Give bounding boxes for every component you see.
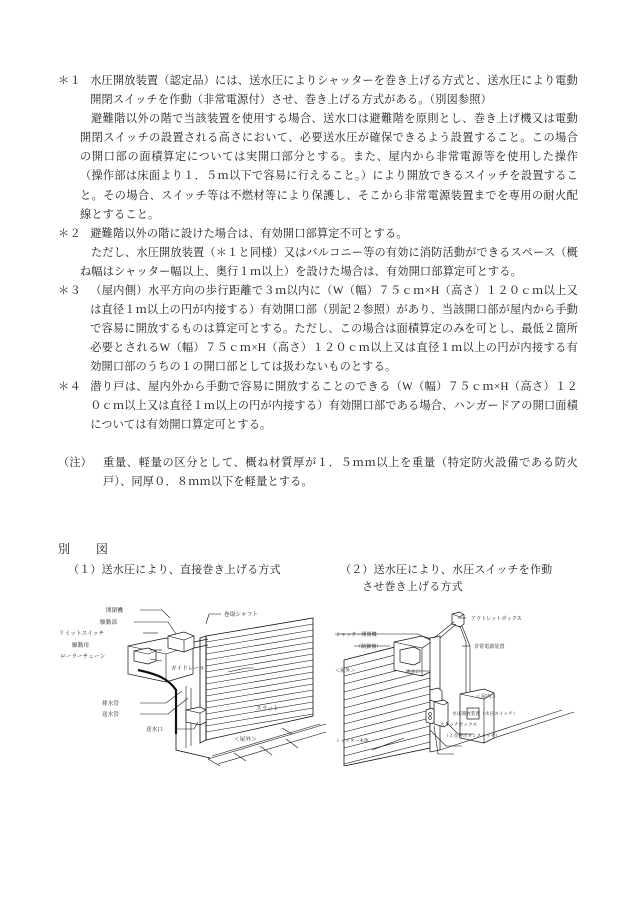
- paragraph-2-continued: [58, 244, 578, 282]
- paragraph-3-marker: ＊３: [58, 285, 82, 298]
- label-drain-pipe: 排水管: [102, 701, 120, 707]
- label-kaiheiki: 開閉機: [106, 608, 124, 614]
- paragraph-1-continued: [58, 110, 578, 225]
- figure-2-diagram: [334, 598, 584, 766]
- guide-rail-shape: [200, 636, 206, 743]
- label-outdoor-2: ＜屋外＞: [335, 668, 356, 674]
- figure-2-svg: [334, 598, 584, 766]
- outlet-box-shape: [452, 612, 464, 627]
- label-three-point: （３点押ボタンスイッチ）: [444, 733, 501, 738]
- label-emergency-power: 非常電源装置: [474, 644, 505, 650]
- water-inlet-shape: [186, 707, 206, 725]
- note-text: 重量、軽量の区分として、概ね材質厚が１．５ｍｍ以上を重量（特定防火設備である防火戸）、同厚０．８ｍｍ以下を軽量とする。: [103, 456, 578, 488]
- body-text-block: [58, 72, 578, 492]
- figure-1-caption: （１）送水圧により、直接巻き上げる方式: [68, 564, 281, 576]
- paragraph-1-marker: ＊１: [58, 75, 82, 87]
- label-control-panel: （制御盤）: [356, 644, 382, 650]
- paragraph-1: [58, 72, 578, 110]
- shutter-curtain-group: [206, 618, 313, 740]
- label-winding-shaft: 巻取シャフト: [224, 612, 259, 618]
- label-outlet-box: アウトレットボックス: [471, 616, 522, 622]
- ground-perspective: [208, 724, 326, 766]
- figure-1-svg: [58, 598, 330, 766]
- paragraph-2-line-1: 避難階以外の階に設けた場合は、有効開口部算定不可とする。: [90, 227, 408, 240]
- label-shutter-body: シャッター本体: [336, 738, 369, 743]
- label-water-inlet-2: 送水口: [406, 669, 421, 674]
- label-pressure-switch: 水圧開放装置（水圧スイッチ）: [452, 711, 518, 716]
- paragraph-4: [58, 378, 578, 435]
- label-outdoor: ＜屋外＞: [234, 737, 257, 743]
- paragraph-4-marker: ＊４: [58, 380, 82, 393]
- paragraph-1-line-2: 避難階以外の階で当該装置を使用する場合、送水口は避難階を原則とし、巻き上げ機又は電動開閉スイッチの設置される高さにおいて、必要送水圧が確保できるよう設置すること。この場合の開口部の面積算定については実開口部分とする。また、屋内から非常電源等を使用した操作（操作部は床面より１．５ｍ以下で容易に行えること。）により開放できるスイッチを設置すること。その場合、スイッチ等は不燃材等により保護し、そこから非常電源装置までを専用の耐火配線とすること。: [80, 113, 578, 221]
- figure-captions: [58, 562, 578, 598]
- figure-2-caption-line-2: させ巻き上げる方式: [362, 581, 463, 593]
- label-kudoubu: 駆動部: [100, 620, 118, 626]
- paragraph-2: [58, 225, 578, 244]
- paragraph-3-text: （屋内側）水平方向の歩行距離で３ｍ以内に（W（幅）７５ｃｍ×H（高さ）１２０ｃｍ以上又は直径１ｍ以上の円が内接する）有効開口部（別記２参照）があり、当該開口部が屋内から手動で容易に開放するものは算定可とする。ただし、この場合は面積算定のみを可とし、最低２箇所必要とされるW（幅）７５ｃｍ×H（高さ）１２０ｃｍ以上又は直径１ｍ以上の円が内接する有効開口部のうちの１の開口部としては扱わないものとする。: [90, 285, 578, 374]
- paragraph-3: [58, 282, 578, 377]
- paragraph-1-line-1: 水圧開放装置（認定品）には、送水圧によりシャッターを巻き上げる方式と、送水圧により電動開閉スイッチを作動（非常電源付）させ、巻き上げる方式がある。（別図参照）: [90, 75, 578, 107]
- label-guide-rail: ガイドレール: [171, 666, 205, 672]
- paragraph-2-marker: ＊２: [58, 227, 82, 240]
- figure-2-caption: [340, 562, 580, 596]
- paragraph-4-text: 潜り戸は、屋内外から手動で容易に開放することのできる（W（幅）７５ｃｍ×H（高さ）１２０ｃｍ以上又は直径１ｍ以上の円が内接する）有効開口部である場合、ハンガードアの開口面積については有効開口算定可とする。: [90, 380, 578, 431]
- note-marker: （注）: [58, 456, 93, 469]
- figures-heading: 別 図: [58, 542, 116, 556]
- pipe-elbow: [176, 734, 210, 758]
- label-limit-switch: リミットスイッチ: [59, 631, 105, 637]
- label-roller-chain: ローラーチェーン: [60, 654, 106, 660]
- label-water-inlet: 送水口: [146, 727, 164, 733]
- figures-row: [58, 598, 578, 768]
- label-indoor: ＜屋内＞: [476, 694, 497, 700]
- label-switch-box: スイッチボックス: [440, 722, 478, 727]
- label-slat: スラット: [256, 706, 279, 712]
- label-supply-pipe: 送水管: [102, 712, 120, 718]
- label-kudouyou: 駆動用: [72, 643, 90, 649]
- paragraph-2-line-2: ただし、水圧開放装置（＊１と同様）又はバルコニー等の有効に消防活動ができるスペース（概ね幅はシャッター幅以上、奥行１ｍ以上）を設けた場合は、有効開口部算定可とする。: [80, 246, 578, 278]
- figures-section: [58, 540, 578, 768]
- figure-2-caption-line-1: （２）送水圧により、水圧スイッチを作動: [340, 564, 553, 576]
- drive-unit-box: [128, 632, 194, 682]
- note-block: [58, 454, 578, 492]
- figure-1-diagram: [58, 598, 330, 766]
- label-shutter-machine: シャッター開閉機: [336, 632, 377, 638]
